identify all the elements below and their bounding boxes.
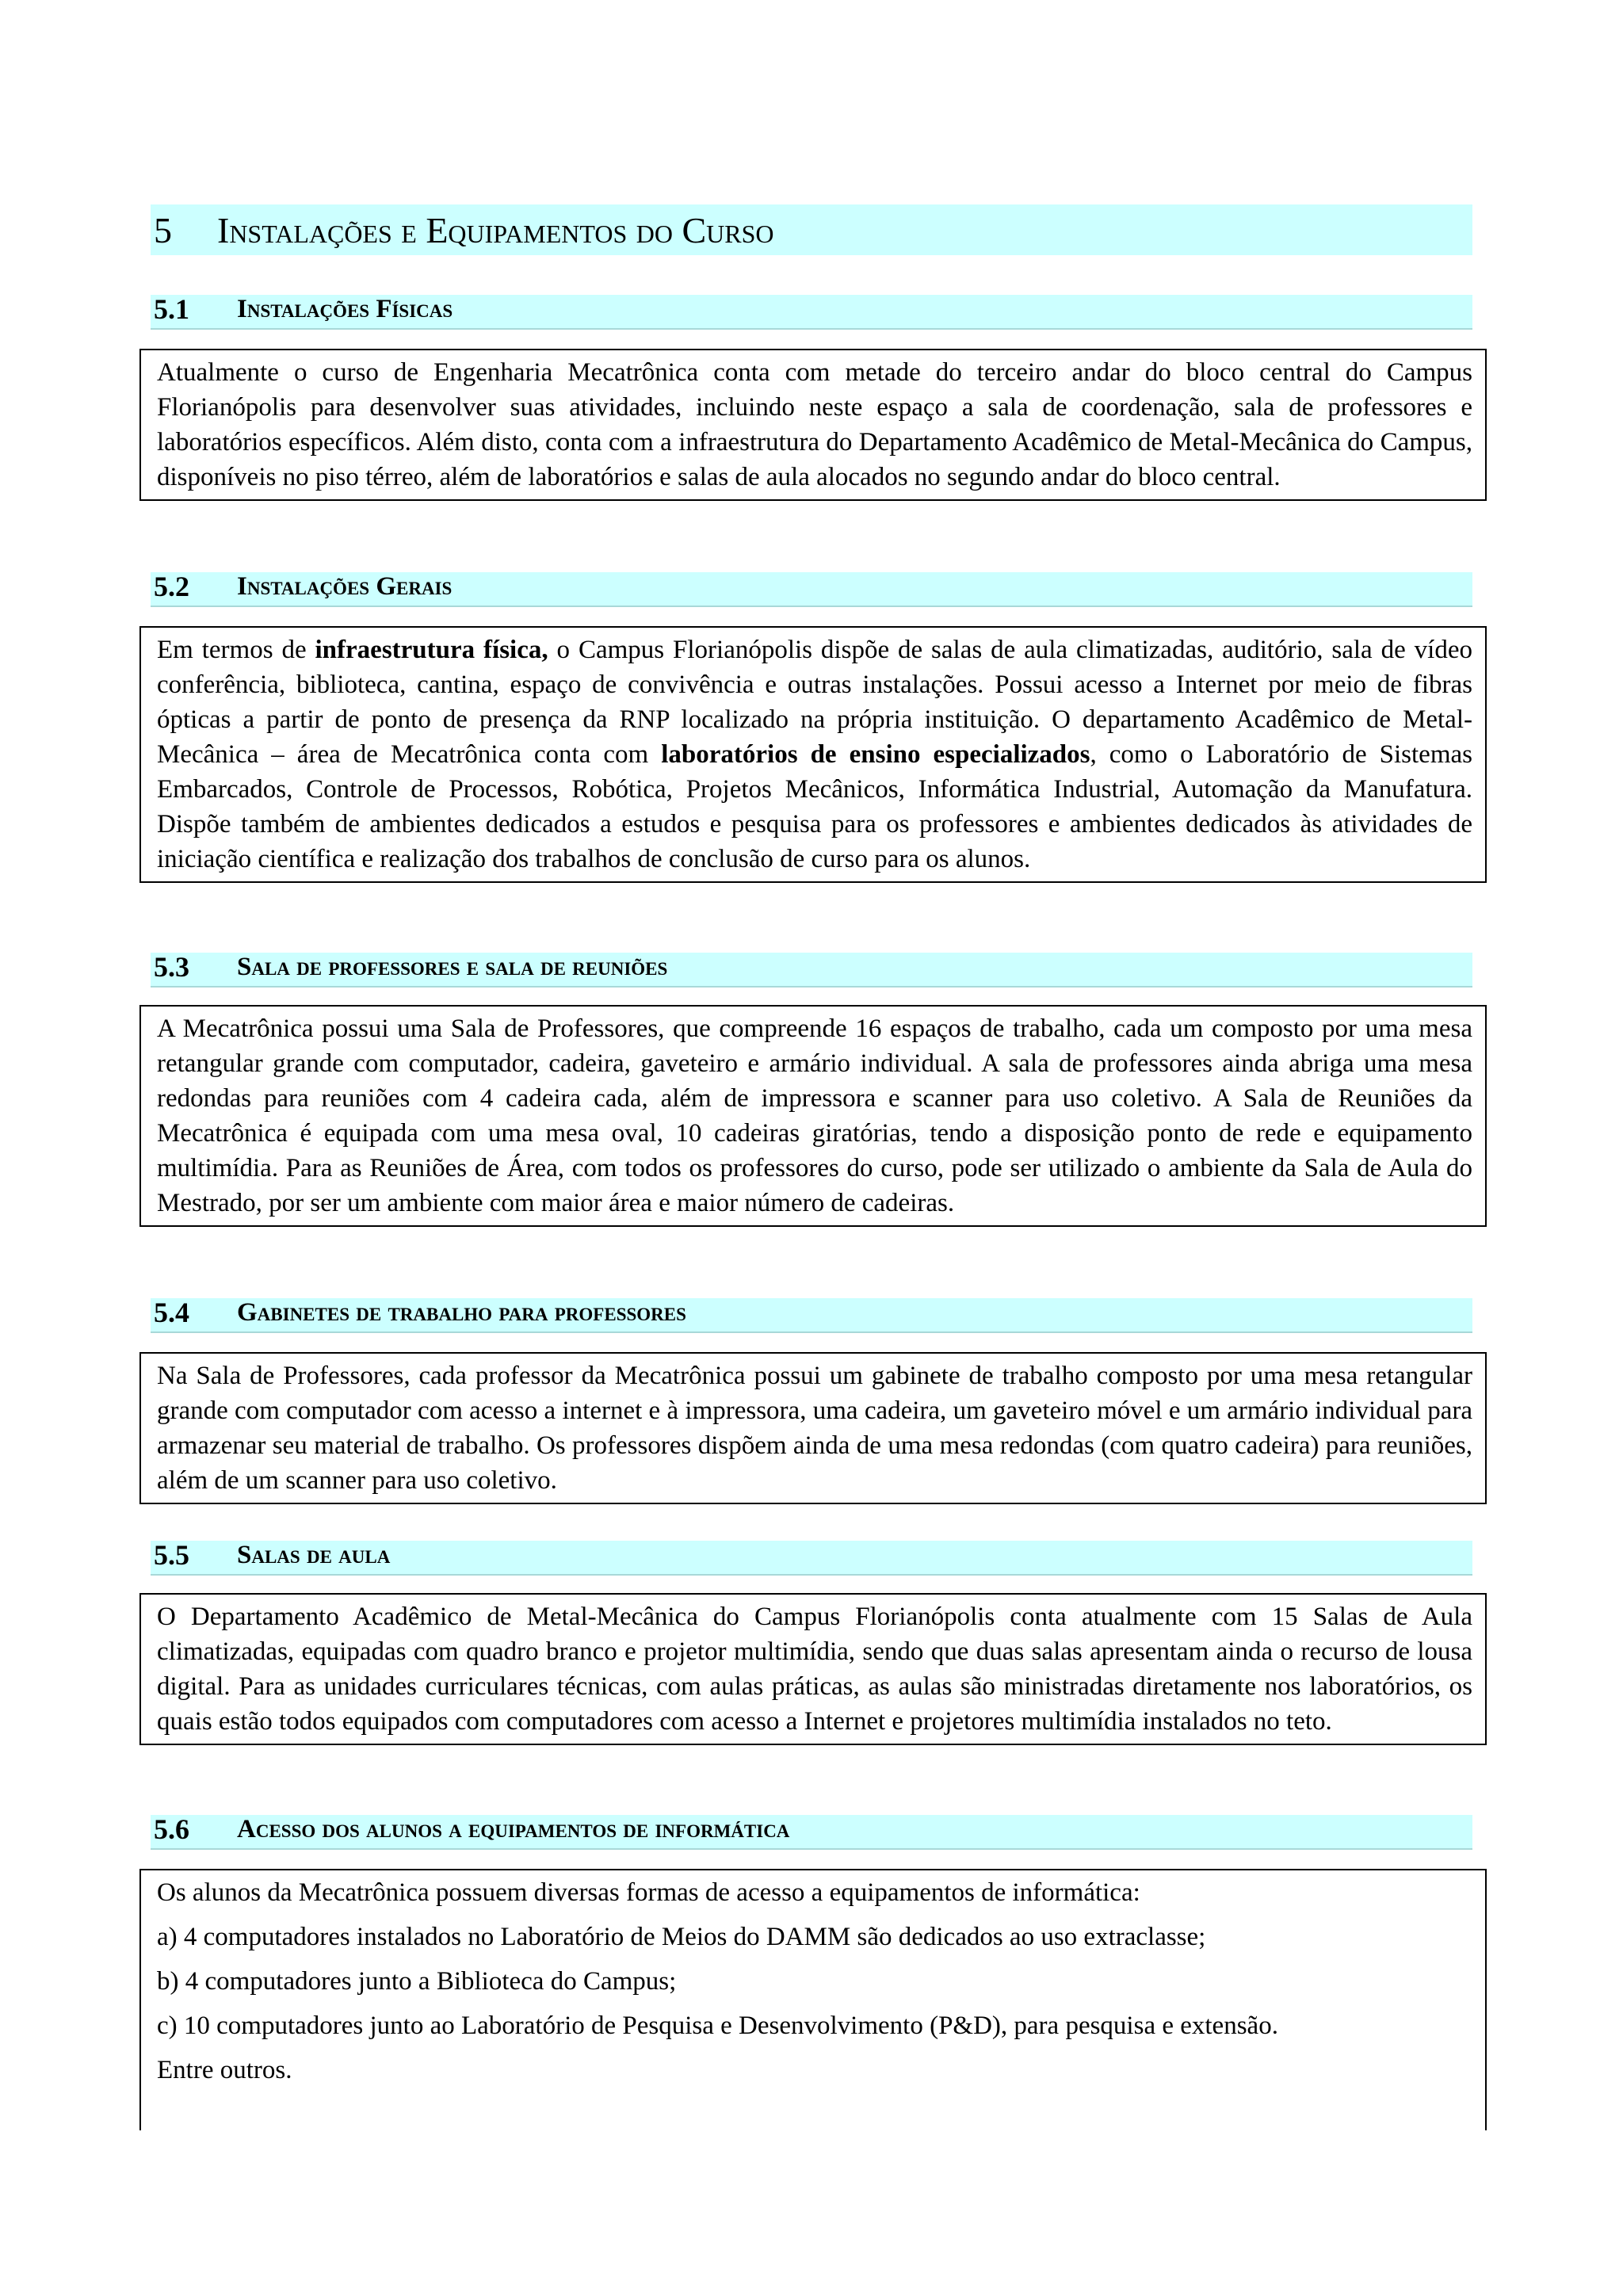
section-heading-5-1 (151, 295, 1472, 330)
paragraph (157, 632, 1472, 877)
section-number: 5.2 (154, 571, 189, 602)
section-heading-5-3 (151, 953, 1472, 988)
chapter-heading (151, 204, 1472, 255)
section-title: Sala de professores e sala de reuniões (237, 953, 668, 981)
section-body-5-3 (139, 1005, 1487, 1227)
section-body-5-5 (139, 1593, 1487, 1745)
text: , como o Laboratório de Sistemas Embarcados, Controle de Processos, Robótica, Projetos Mecânicos, Informática Industrial, Automação da Manufatura. Dispõe também de ambientes dedicados a estudos e pesquisa para os professores e ambientes dedicados às atividades de iniciação científica e realização dos trabalhos de conclusão de curso para os alunos. (157, 740, 1472, 873)
section-body-5-2 (139, 626, 1487, 883)
text: b) 4 computadores junto a Biblioteca do Campus; (157, 1967, 677, 1996)
text: O Departamento Acadêmico de Metal-Mecânica do Campus Florianópolis conta atualmente com 15 Salas de Aula climatizadas, equipadas com quadro branco e projetor multimídia, sendo que duas salas apresentam ainda o recurso de lousa digital. Para as unidades curriculares técnicas, com aulas práticas, as aulas são ministradas diretamente nos laboratórios, os quais estão todos equipados com computadores com acesso a Internet e projetores multimídia instalados no teto. (157, 1603, 1472, 1736)
paragraph (157, 355, 1472, 495)
chapter-number: 5 (154, 209, 172, 250)
text: Em termos de (157, 636, 315, 664)
bold-text: laboratórios de ensino especializados (661, 740, 1090, 769)
list-item (157, 1964, 1472, 1999)
text: A Mecatrônica possui uma Sala de Professores, que compreende 16 espaços de trabalho, cada um composto por uma mesa retangular grande com computador, cadeira, gaveteiro e armário individual. A sala de professores ainda abriga uma mesa redondas para reuniões com 4 cadeira cada, além de impressora e scanner para uso coletivo. A Sala de Reuniões da Mecatrônica é equipada com uma mesa oval, 10 cadeiras giratórias, tendo a disposição ponto de rede e equipamento multimídia. Para as Reuniões de Área, com todos os professores do curso, pode ser utilizado o ambiente da Sala de Aula do Mestrado, por ser um ambiente com maior área e maior número de cadeiras. (157, 1014, 1472, 1217)
paragraph (157, 1875, 1472, 1910)
paragraph (157, 1011, 1472, 1221)
section-body-5-4 (139, 1352, 1487, 1504)
chapter-title: Instalações e Equipamentos do Curso (217, 209, 774, 250)
paragraph (157, 1599, 1472, 1739)
section-title: Acesso dos alunos a equipamentos de informática (237, 1815, 790, 1843)
text: a) 4 computadores instalados no Laboratório de Meios do DAMM são dedicados ao uso extraclasse; (157, 1923, 1206, 1951)
section-number: 5.1 (154, 293, 189, 325)
section-title: Salas de aula (237, 1541, 391, 1569)
text: o Campus Florianópolis dispõe de salas de aula climatizadas, auditório, sala de vídeo conferência, biblioteca, cantina, espaço de convivência e outras instalações. Possui acesso a Internet por meio de fibras ópticas a partir de ponto de presença da RNP localizado na própria instituição. O departamento Acadêmico de Metal-Mecânica – área de Mecatrônica conta com (157, 636, 1472, 769)
section-heading-5-6 (151, 1815, 1472, 1850)
section-title: Instalações Físicas (237, 295, 453, 323)
section-body-5-6 (139, 1869, 1487, 2130)
paragraph (157, 1358, 1472, 1498)
section-title: Instalações Gerais (237, 572, 453, 601)
text: c) 10 computadores junto ao Laboratório de Pesquisa e Desenvolvimento (P&D), para pesquisa e extensão. (157, 2011, 1278, 2040)
list-item (157, 2008, 1472, 2043)
section-heading-5-4 (151, 1298, 1472, 1333)
section-heading-5-2 (151, 572, 1472, 607)
section-heading-5-5 (151, 1541, 1472, 1576)
section-number: 5.6 (154, 1813, 189, 1845)
section-title: Gabinetes de trabalho para professores (237, 1298, 686, 1327)
bold-text: infraestrutura física, (315, 636, 548, 664)
text: Na Sala de Professores, cada professor da Mecatrônica possui um gabinete de trabalho composto por uma mesa retangular grande com computador com acesso a internet e à impressora, uma cadeira, um gaveteiro móvel e um armário individual para armazenar seu material de trabalho. Os professores dispõem ainda de uma mesa redondas (com quatro cadeira) para reuniões, além de um scanner para uso coletivo. (157, 1362, 1472, 1495)
section-body-5-1 (139, 349, 1487, 501)
section-number: 5.5 (154, 1539, 189, 1571)
section-number: 5.4 (154, 1297, 189, 1328)
list-item (157, 1920, 1472, 1954)
text: Os alunos da Mecatrônica possuem diversas formas de acesso a equipamentos de informática: (157, 1878, 1140, 1907)
text: Atualmente o curso de Engenharia Mecatrônica conta com metade do terceiro andar do bloco central do Campus Florianópolis para desenvolver suas atividades, incluindo neste espaço a sala de coordenação, sala de professores e laboratórios específicos. Além disto, conta com a infraestrutura do Departamento Acadêmico de Metal-Mecânica do Campus, disponíveis no piso térreo, além de laboratórios e salas de aula alocados no segundo andar do bloco central. (157, 358, 1472, 491)
paragraph (157, 2053, 1472, 2088)
section-number: 5.3 (154, 951, 189, 983)
text: Entre outros. (157, 2056, 292, 2084)
